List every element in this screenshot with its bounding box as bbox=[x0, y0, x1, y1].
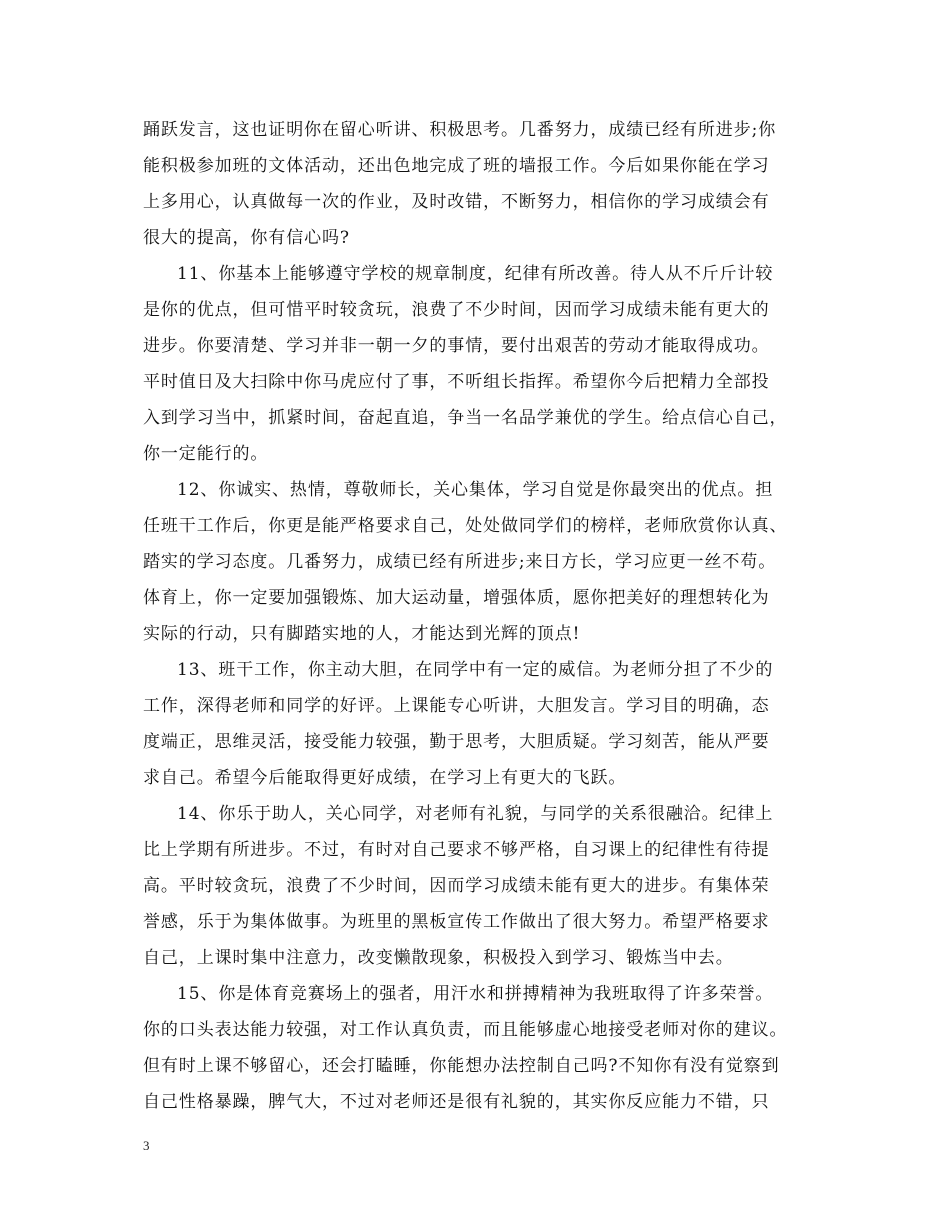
text-line: 度端正，思维灵活，接受能力较强，勤于思考，大胆质疑。学习刻苦，能从严要 bbox=[143, 732, 770, 752]
text-line: 体育上，你一定要加强锻炼、加大运动量，增强体质，愿你把美好的理想转化为 bbox=[143, 588, 770, 608]
text-line: 平时值日及大扫除中你马虎应付了事，不听组长指挥。希望你今后把精力全部投 bbox=[143, 372, 770, 392]
text-line: 能积极参加班的文体活动，还出色地完成了班的墙报工作。今后如果你能在学习 bbox=[143, 156, 770, 176]
text-line: 入到学习当中，抓紧时间，奋起直追，争当一名品学兼优的学生。给点信心自己， bbox=[143, 408, 788, 428]
text-line: 你一定能行的。 bbox=[143, 444, 269, 464]
text-line: 自己性格暴躁，脾气大，不过对老师还是很有礼貌的，其实你反应能力不错，只 bbox=[143, 1092, 770, 1112]
paragraph-11-first-line: 11、你基本上能够遵守学校的规章制度，纪律有所改善。待人从不斤斤计较 bbox=[177, 264, 774, 284]
text-line: 但有时上课不够留心，还会打瞌睡，你能想办法控制自己吗?不知你有没有觉察到 bbox=[143, 1056, 780, 1076]
text-line: 任班干工作后，你更是能严格要求自己，处处做同学们的榜样，老师欣赏你认真、 bbox=[143, 516, 788, 536]
page-number: 3 bbox=[143, 1138, 150, 1153]
text-line: 誉感，乐于为集体做事。为班里的黑板宣传工作做出了很大努力。希望严格要求 bbox=[143, 912, 770, 932]
text-line: 实际的行动，只有脚踏实地的人，才能达到光辉的顶点! bbox=[143, 624, 581, 644]
text-line: 踊跃发言，这也证明你在留心听讲、积极思考。几番努力，成绩已经有所进步;你 bbox=[143, 120, 777, 140]
text-line: 你的口头表达能力较强，对工作认真负责，而且能够虚心地接受老师对你的建议。 bbox=[143, 1020, 788, 1040]
paragraph-13-first-line: 13、班干工作，你主动大胆，在同学中有一定的威信。为老师分担了不少的 bbox=[177, 660, 774, 680]
text-line: 自己，上课时集中注意力，改变懒散现象，积极投入到学习、锻炼当中去。 bbox=[143, 948, 734, 968]
paragraph-14-first-line: 14、你乐于助人，关心同学，对老师有礼貌，与同学的关系很融洽。纪律上 bbox=[177, 804, 774, 824]
text-line: 高。平时较贪玩，浪费了不少时间，因而学习成绩未能有更大的进步。有集体荣 bbox=[143, 876, 770, 896]
text-line: 进步。你要清楚、学习并非一朝一夕的事情，要付出艰苦的劳动才能取得成功。 bbox=[143, 336, 770, 356]
text-line: 比上学期有所进步。不过，有时对自己要求不够严格，自习课上的纪律性有待提 bbox=[143, 840, 770, 860]
document-body bbox=[143, 112, 819, 1120]
text-line: 上多用心，认真做每一次的作业，及时改错，不断努力，相信你的学习成绩会有 bbox=[143, 192, 770, 212]
paragraph-12-first-line: 12、你诚实、热情，尊敬师长，关心集体，学习自觉是你最突出的优点。担 bbox=[177, 480, 774, 500]
text-line: 是你的优点，但可惜平时较贪玩，浪费了不少时间，因而学习成绩未能有更大的 bbox=[143, 300, 770, 320]
text-line: 踏实的学习态度。几番努力，成绩已经有所进步;来日方长，学习应更一丝不苟。 bbox=[143, 552, 777, 572]
paragraph-15-first-line: 15、你是体育竞赛场上的强者，用汗水和拼搏精神为我班取得了许多荣誉。 bbox=[177, 984, 774, 1004]
text-line: 很大的提高，你有信心吗? bbox=[143, 228, 350, 248]
text-line: 工作，深得老师和同学的好评。上课能专心听讲，大胆发言。学习目的明确，态 bbox=[143, 696, 770, 716]
text-line: 求自己。希望今后能取得更好成绩，在学习上有更大的飞跃。 bbox=[143, 768, 627, 788]
